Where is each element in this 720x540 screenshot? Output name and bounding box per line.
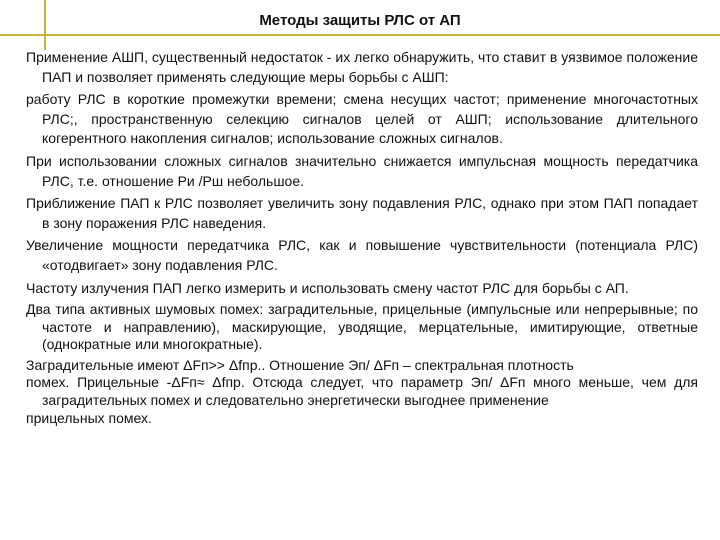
- paragraph-ashp-drawback: Применение АШП, существенный недостаток - их легко обнаружить, что ставит в уязвимое положение ПАП и позволяет применять следующие меры борьбы с АШП:: [26, 49, 698, 85]
- paragraph-countermeasures: работу РЛС в короткие промежутки времени; смена несущих частот; применение многочастотных РЛС;, пространственную селекцию сигналов целей от АШП; использование длительного когерентного накопления сигналов; использование сложных сигналов.: [26, 91, 698, 147]
- paragraph-frequency-change: Частоту излучения ПАП легко измерить и использовать смену частот РЛС для борьбы с АП.: [26, 279, 629, 296]
- decorative-horizontal-line: [0, 34, 720, 36]
- paragraph-jamming-types: Два типа активных шумовых помех: заградительные, прицельные (импульсные или непрерывные; по частоте и направлению), маскирующие, уводящие, мерцательные, имитирующие, ответные (однократные или многократные).: [26, 301, 698, 353]
- paragraph-spot-jamming-tail: прицельных помех.: [26, 410, 152, 427]
- paragraph-pap-approach: Приближение ПАП к РЛС позволяет увеличить зону подавления РЛС, однако при этом ПАП попадает в зону поражения РЛС наведения.: [26, 195, 698, 231]
- paragraph-transmitter-power: Увеличение мощности передатчика РЛС, как и повышение чувствительности (потенциала РЛС) «отодвигает» зону подавления РЛС.: [26, 237, 698, 273]
- slide-title: Методы защиты РЛС от АП: [259, 12, 461, 29]
- paragraph-complex-signals: При использовании сложных сигналов значительно снижается импульсная мощность передатчика РЛС, т.е. отношение Ри /Рш небольшое.: [26, 152, 698, 189]
- paragraph-barrage-jamming: Заградительные имеют ΔFп>> Δfпр.. Отношение Эп/ ΔFп – спектральная плотность: [26, 356, 574, 373]
- paragraph-spot-jamming: помех. Прицельные -ΔFп≈ Δfпр. Отсюда следует, что параметр Эп/ ΔFп много меньше, чем для заградительных помех и следовательно энергетически выгоднее применение: [26, 374, 698, 408]
- slide-body: [26, 48, 698, 432]
